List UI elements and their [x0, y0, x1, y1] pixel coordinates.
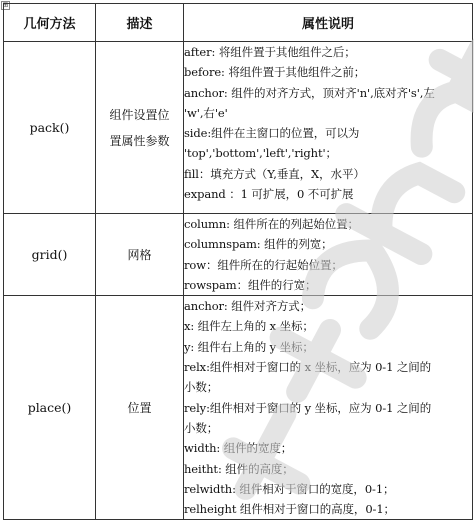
property-line: relwidth: 组件相对于窗口的宽度，0-1；	[184, 481, 395, 496]
description-cell	[96, 42, 184, 214]
properties-cell	[184, 296, 473, 520]
property-line: relheight 组件相对于窗口的高度，0-1；	[184, 502, 395, 517]
property-line: heitht: 组件的高度；	[184, 461, 294, 476]
property-line: y: 组件右上角的 y 坐标；	[184, 339, 314, 354]
description-line: 组件设置位	[109, 107, 170, 122]
property-line: columnspam: 组件的列宽；	[184, 237, 333, 252]
description-line: 置属性参数	[109, 133, 170, 148]
property-line: 'w',右'e'	[184, 105, 228, 120]
property-line: anchor: 组件的对齐方式，顶对齐'n',底对齐's',左	[184, 85, 435, 100]
method-cell: place()	[4, 296, 96, 520]
header-description: 描述	[96, 4, 184, 42]
description-line: 位置	[127, 400, 152, 415]
table-move-handle[interactable]: ⊞	[2, 1, 9, 9]
properties-cell	[184, 42, 473, 214]
properties-cell	[184, 214, 473, 296]
description-cell	[96, 296, 184, 520]
method-cell: grid()	[4, 214, 96, 296]
property-line: row：组件所在的行起始位置；	[184, 257, 343, 272]
property-line: width: 组件的宽度；	[184, 441, 293, 456]
property-line: 小数；	[184, 420, 219, 435]
header-method: 几何方法	[4, 4, 96, 42]
description-line: 网格	[127, 247, 152, 262]
property-line: rely:组件相对于窗口的 y 坐标，应为 0-1 之间的	[184, 400, 432, 415]
property-line: side:组件在主窗口的位置，可以为	[184, 126, 360, 141]
property-line: expand ：1 可扩展，0 不可扩展	[184, 187, 354, 202]
property-line: relx:组件相对于窗口的 x 坐标，应为 0-1 之间的	[184, 360, 432, 375]
geometry-methods-table	[3, 3, 473, 520]
property-line: x: 组件左上角的 x 坐标；	[184, 319, 314, 334]
method-cell: pack()	[4, 42, 96, 214]
description-cell	[96, 214, 184, 296]
table-row-grid	[4, 214, 473, 296]
property-line: 'top','bottom','left','right'；	[184, 146, 337, 161]
property-line: fill：填充方式（Y,垂直，X，水平）	[184, 166, 365, 181]
table-row-place	[4, 296, 473, 520]
property-line: column: 组件所在的列起始位置；	[184, 217, 359, 231]
property-line: before: 将组件置于其他组件之前；	[184, 65, 366, 80]
property-line: anchor: 组件对齐方式；	[184, 299, 312, 314]
property-line: after: 将组件置于其他组件之后；	[184, 45, 356, 59]
property-line: rowspam：组件的行宽；	[184, 277, 317, 292]
header-row	[4, 4, 473, 42]
table-row-pack	[4, 42, 473, 214]
header-properties: 属性说明	[184, 4, 473, 42]
property-line: 小数；	[184, 380, 219, 395]
